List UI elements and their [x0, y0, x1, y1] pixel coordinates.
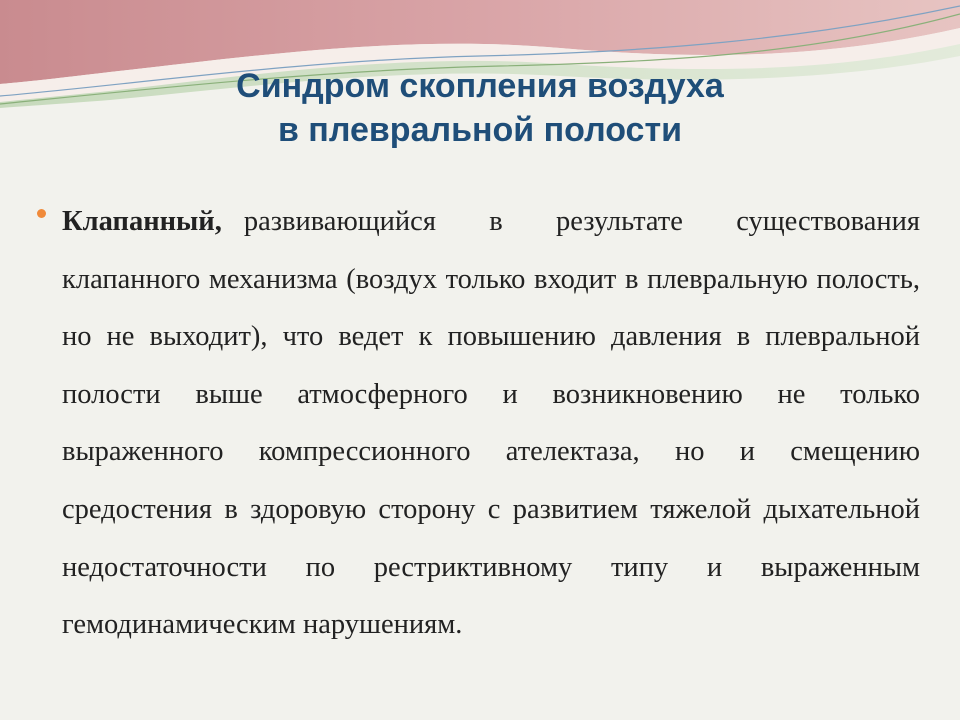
slide-title — [0, 64, 960, 152]
bullet-lead-term: Клапанный, — [62, 206, 222, 237]
bullet-paragraph — [62, 193, 920, 654]
title-line-2: в плевральной полости — [277, 111, 683, 149]
bullet-dot-icon — [37, 209, 46, 218]
title-line-1: Синдром скопления воздуха — [236, 67, 724, 105]
bullet-text: развивающийся в результате существования клапанного механизма (воздух только входит в плевральную полость, но не выходит), что ведет к повышению давления в плевральной полости выше атмосферного и возникновению не только выраженного компрессионного ателектаза, но и смещению средостения в здоровую сторону с развитием тяжелой дыхательной недостаточности по рестриктивному типу и выраженным гемодинамическим нарушениям. — [62, 206, 920, 641]
